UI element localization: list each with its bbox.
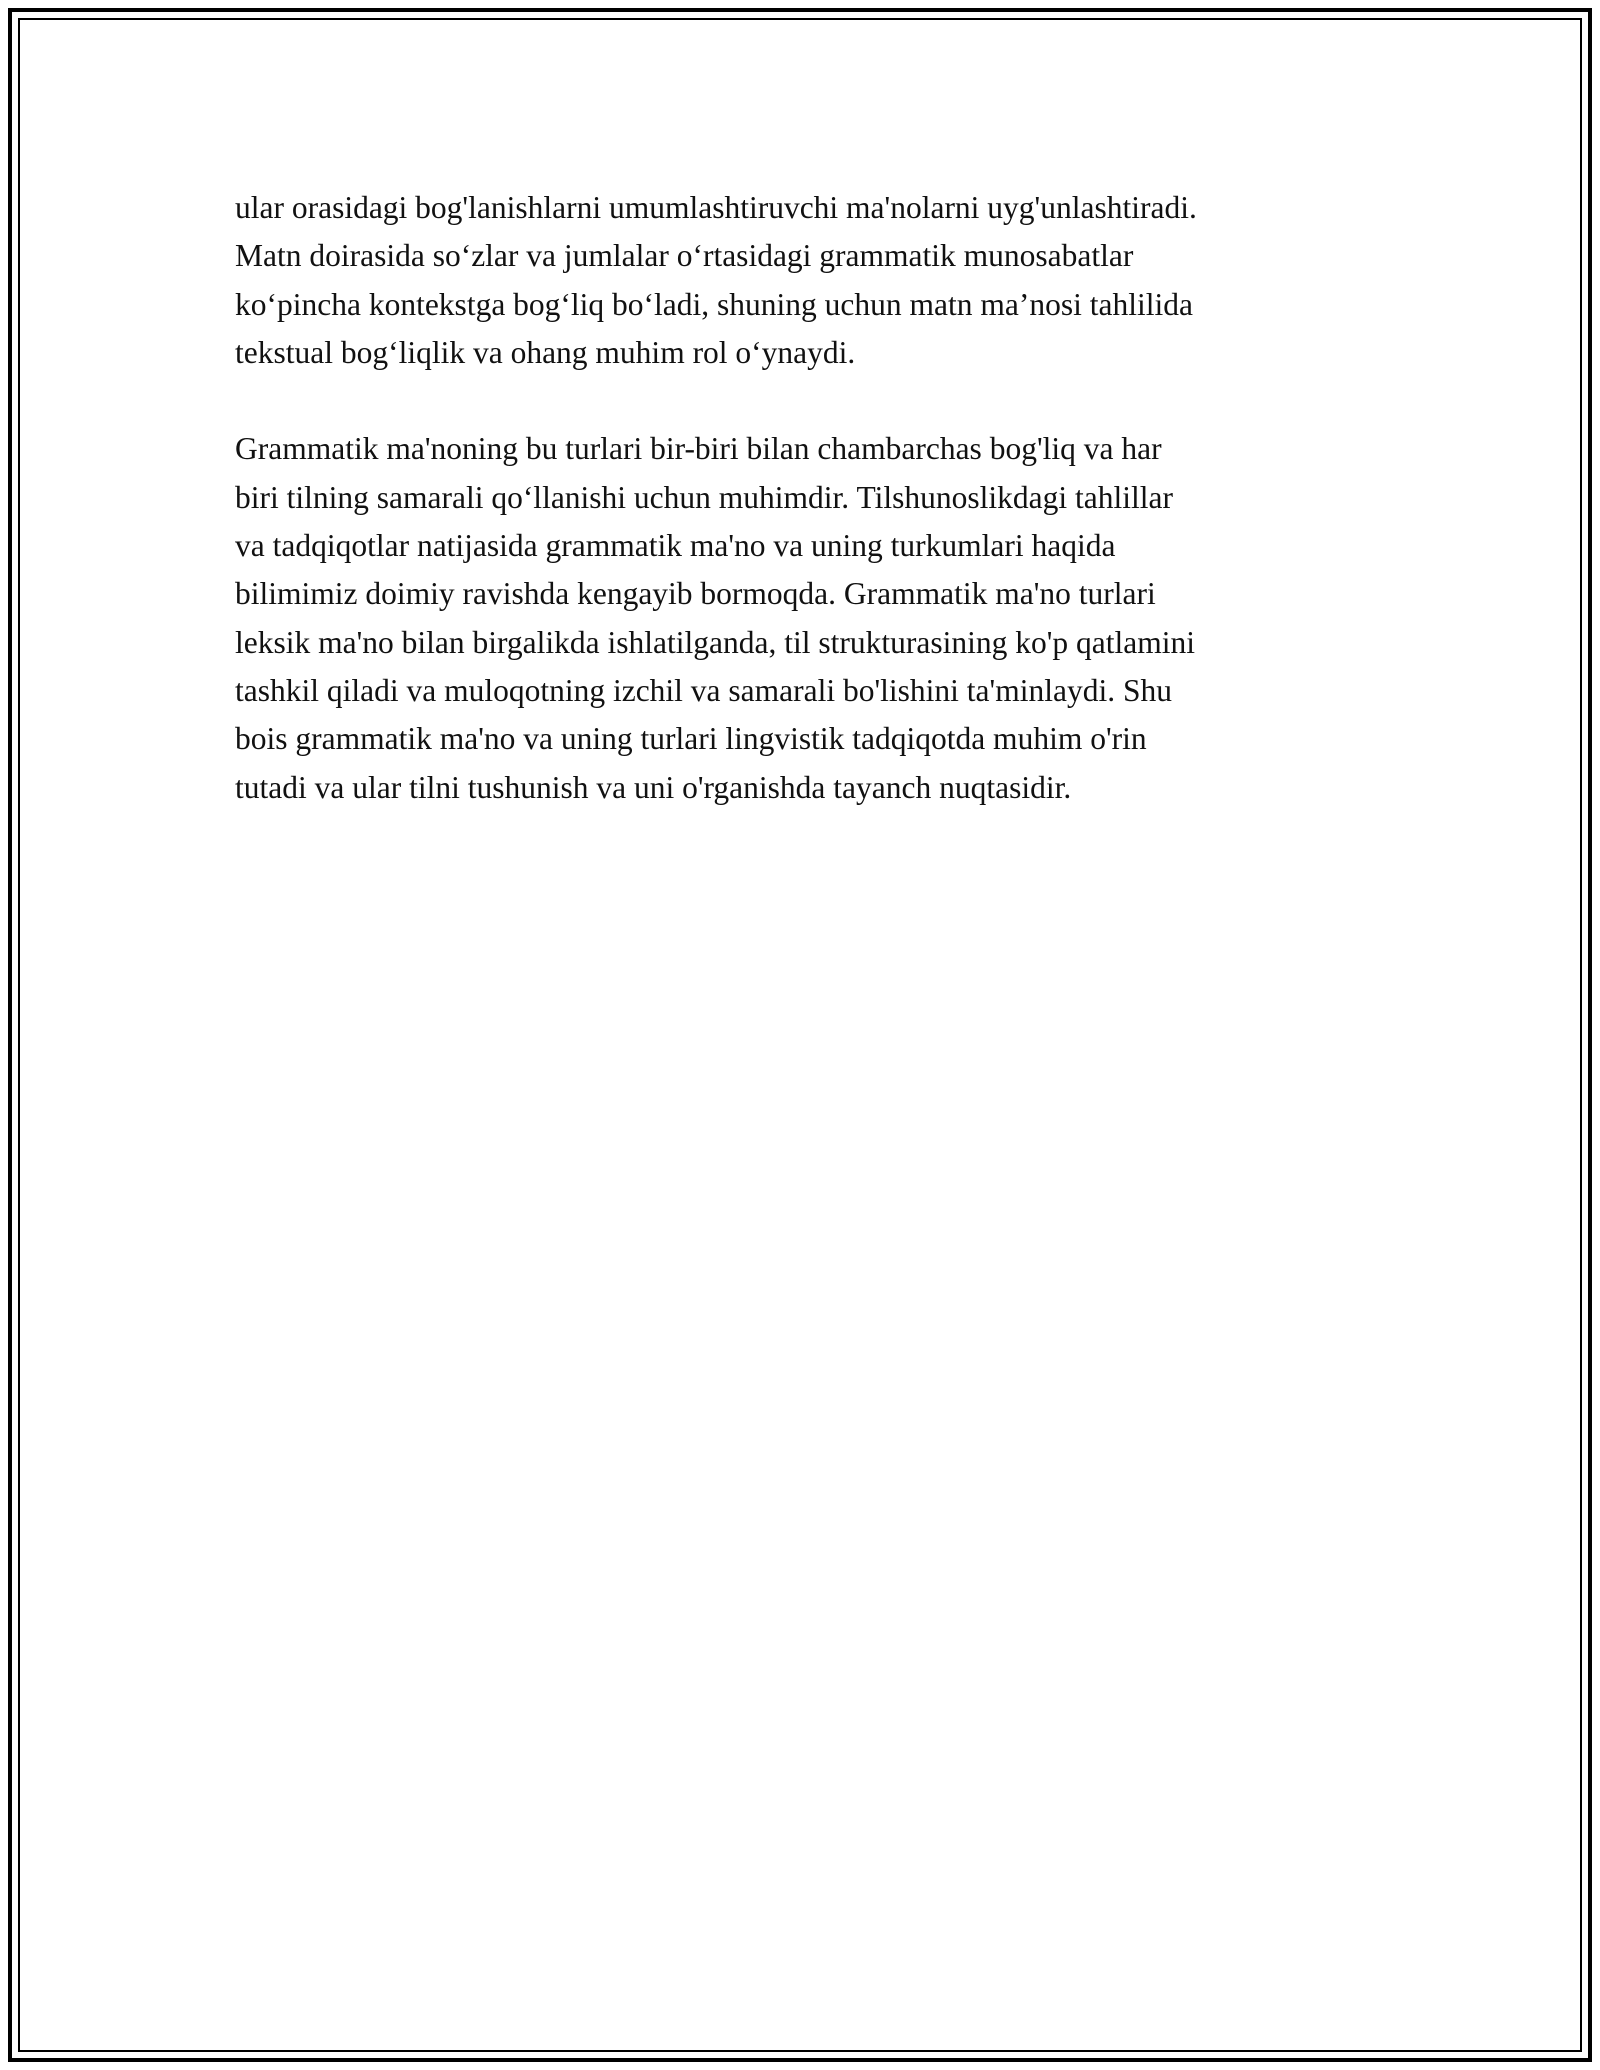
text-line: Matn doirasida so‘zlar va jumlalar o‘rtasidagi grammatik munosabatlar (235, 238, 1134, 274)
paragraph-1 (235, 184, 1375, 377)
text-line: Grammatik ma'noning bu turlari bir-biri bilan chambarchas bog'liq va har (235, 431, 1162, 467)
paragraph-spacer (235, 377, 1375, 425)
text-line: tashkil qiladi va muloqotning izchil va samarali bo'lishini ta'minlaydi. Shu (235, 672, 1172, 708)
text-line: biri tilning samarali qo‘llanishi uchun muhimdir. Tilshunoslikdagi tahlillar (235, 479, 1173, 515)
text-line: ular orasidagi bog'lanishlarni umumlashtiruvchi ma'nolarni uyg'unlashtiradi. (235, 190, 1197, 225)
text-line: bilimimiz doimiy ravishda kengayib bormoqda. Grammatik ma'no turlari (235, 576, 1156, 612)
text-line: tutadi va ular tilni tushunish va uni o'rganishda tayanch nuqtasidir. (235, 769, 1072, 805)
paragraph-2 (235, 425, 1375, 811)
text-line: leksik ma'no bilan birgalikda ishlatilganda, til strukturasining ko'p qatlamini (235, 624, 1195, 660)
text-line: ko‘pincha kontekstga bog‘liq bo‘ladi, shuning uchun matn ma’nosi tahlilida (235, 286, 1193, 322)
text-line: tekstual bog‘liqlik va ohang muhim rol o‘ynaydi. (235, 334, 856, 370)
text-line: bois grammatik ma'no va uning turlari lingvistik tadqiqotda muhim o'rin (235, 721, 1147, 757)
document-body (235, 184, 1375, 812)
text-line: va tadqiqotlar natijasida grammatik ma'no va uning turkumlari haqida (235, 528, 1116, 564)
